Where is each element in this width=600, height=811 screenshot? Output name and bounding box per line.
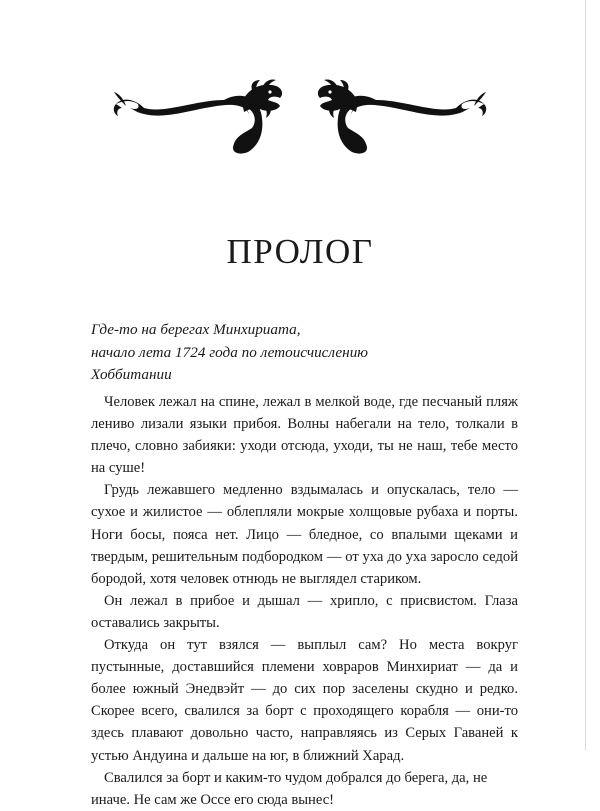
epigraph-line: начало лета 1724 года по летоисчислению: [91, 343, 368, 361]
body-text: [91, 391, 518, 811]
dragon-ornament: [112, 78, 488, 160]
epigraph-line: Где-то на берегах Минхириата,: [91, 321, 301, 338]
left-dragon-eye-icon: [268, 90, 271, 93]
paragraph: Откуда он тут взялся — выплыл сам? Но места вокруг пустынные, доставшийся племени ховраров Минхириат — да и более южный Энедвэйт — до сих пор заселены скудно и редко. Скорее всего, свалился за борт с проходящего корабля — они-то здесь плавают довольно часто, направляясь из Серых Гаваней к устью Андуина и дальше на юг, в ближний Харад.: [91, 637, 518, 764]
paragraph: Он лежал в прибое и дышал — хрипло, с присвистом. Глаза оставались закрыты.: [91, 592, 518, 631]
left-dragon-icon: [114, 79, 282, 153]
epigraph-line: Хоббитании: [91, 366, 172, 383]
epigraph: [91, 319, 531, 387]
paragraph: Человек лежал на спине, лежал в мелкой воде, где песчаный пляж лениво лизали языки прибоя. Волны набегали на тело, толкали в плечо, словно забияки: уходи отсюда, уходи, ты не наш, тебе место на суше!: [91, 394, 518, 477]
right-dragon-icon: [318, 79, 486, 153]
chapter-title: ПРОЛОГ: [226, 232, 374, 271]
paragraph: Грудь лежавшего медленно вздымалась и опускалась, тело — сухое и жилистое — облепляли мокрые холщовые рубаха и порты. Ноги босы, пояса нет. Лицо — бледное, со впалыми щеками и твердым, решительным подбородком — от уха до уха заросло седой бородой, хотя человек отнюдь не выглядел стариком.: [91, 482, 518, 587]
page-edge: [585, 0, 586, 750]
paragraph: Свалился за борт и каким-то чудом добрался до берега, да, не иначе. Не сам же Оссе его сюда вынес!: [91, 769, 488, 808]
right-dragon-eye-icon: [328, 90, 331, 93]
